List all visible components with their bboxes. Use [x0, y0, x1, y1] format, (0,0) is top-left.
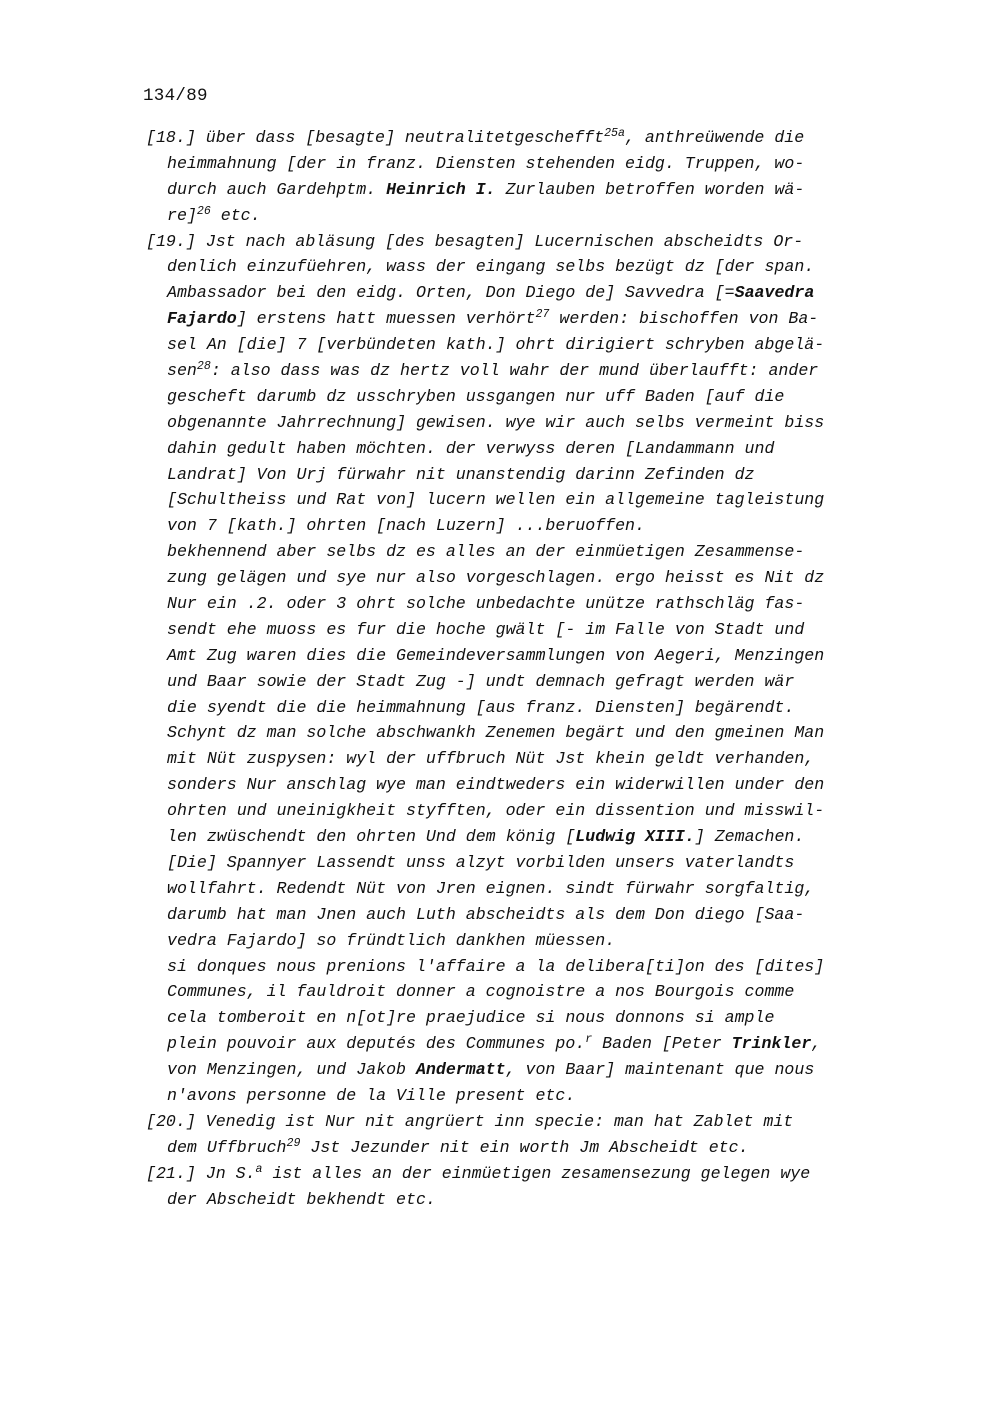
page-number: 134/89 — [143, 86, 208, 106]
text-segment: Landrat] Von Urj fürwahr nit unanstendig darinn Zefinden dz — [167, 464, 755, 484]
text-segment: dahin gedult haben möchten. der verwyss deren [Landammann und — [167, 438, 775, 458]
text-line — [146, 772, 906, 798]
text-segment: , anthreüwende die — [624, 128, 805, 147]
text-segment: Zurlauben betroffen worden wä- — [495, 179, 805, 199]
text-line — [146, 306, 906, 332]
text-line — [146, 617, 906, 643]
text-segment: Nur ein .2. oder 3 ohrt solche unbedachte unütze rathschläg fas- — [167, 594, 805, 614]
text-segment: dem Uffbruch — [167, 1137, 287, 1157]
footnote-ref: r — [585, 1033, 593, 1047]
text-line — [146, 539, 906, 565]
text-segment: vedra Fajardo] so fründtlich dankhen müessen. — [167, 930, 616, 950]
text-segment: plein pouvoir aux deputés des Communes po. — [167, 1034, 586, 1054]
footnote-ref: 27 — [535, 308, 550, 322]
text-segment: sel An [die] 7 [verbündeten kath.] ohrt dirigiert schryben abgelä- — [167, 335, 825, 355]
text-segment: [18.] über dass [besagte] neutralitetgeschefft — [146, 128, 605, 147]
text-line — [146, 954, 906, 980]
bold-name: Heinrich I. — [386, 179, 496, 199]
text-segment: ] Zemachen. — [694, 827, 805, 847]
text-line — [146, 151, 906, 177]
text-segment: darumb hat man Jnen auch Luth abscheidts als dem Don diego [Saa- — [167, 904, 805, 924]
document-body — [146, 125, 906, 1212]
bold-name: Trinkler — [731, 1034, 812, 1054]
text-segment: Schynt dz man solche abschwankh Zenemen begärt und den gmeinen Man — [167, 723, 825, 743]
text-segment: cela tomberoit en n[ot]re praejudice si nous donnons si ample — [167, 1008, 775, 1028]
text-segment: [19.] Jst nach abläsung [des besagten] Lucernischen abscheidts Or- — [146, 231, 804, 251]
text-segment: Communes, il fauldroit donner a cognoistre a nos Bourgois comme — [167, 982, 795, 1002]
text-segment: n'avons personne de la Ville present etc. — [167, 1085, 576, 1105]
text-line — [146, 1109, 906, 1135]
text-line — [146, 513, 906, 539]
text-line — [146, 410, 906, 436]
text-line — [146, 565, 906, 591]
footnote-ref: a — [255, 1162, 263, 1176]
text-segment: zung gelägen und sye nur also vorgeschlagen. ergo heisst es Nit dz — [167, 568, 825, 588]
bold-name: Andermatt — [415, 1060, 506, 1080]
text-line — [146, 902, 906, 928]
text-line — [146, 695, 906, 721]
text-line — [146, 203, 906, 229]
text-line — [146, 384, 906, 410]
text-segment: werden: bischoffen von Ba- — [549, 309, 819, 329]
text-line — [146, 1083, 906, 1109]
text-line — [146, 125, 906, 151]
text-segment: Baden [Peter — [592, 1034, 732, 1054]
text-segment: Ambassador bei den eidg. Orten, Don Diego de] Savvedra [= — [167, 283, 735, 303]
text-line — [146, 798, 906, 824]
text-segment: [Die] Spannyer Lassendt unss alzyt vorbilden unsers vaterlandts — [167, 852, 795, 872]
text-segment: Amt Zug waren dies die Gemeindeversammlungen von Aegeri, Menzingen — [167, 645, 825, 665]
text-segment: denlich einzufüehren, wass der eingang selbs bezügt dz [der span. — [167, 257, 815, 277]
text-line — [146, 487, 906, 513]
text-line — [146, 746, 906, 772]
text-segment: durch auch Gardehptm. — [167, 179, 387, 199]
text-line — [146, 824, 906, 850]
text-segment: sendt ehe muoss es fur die hoche gwält [- im Falle von Stadt und — [167, 619, 805, 639]
footnote-ref: 28 — [196, 360, 211, 374]
text-line — [146, 1187, 906, 1213]
text-segment: obgenannte Jahrrechnung] gewisen. wye wir auch selbs vermeint biss — [167, 412, 825, 432]
text-line — [146, 462, 906, 488]
text-segment: mit Nüt zuspysen: wyl der uffbruch Nüt Jst khein geldt verhanden, — [167, 749, 815, 769]
text-line — [146, 928, 906, 954]
text-line — [146, 1005, 906, 1031]
text-segment: wollfahrt. Redendt Nüt von Jren eignen. sindt fürwahr sorgfaltig, — [167, 878, 815, 898]
footnote-ref: 26 — [196, 204, 211, 218]
text-segment: heimmahnung [der in franz. Diensten stehenden eidg. Truppen, wo- — [167, 153, 805, 173]
text-segment: sonders Nur anschlag wye man eindtweders ein widerwillen under den — [167, 775, 825, 795]
text-line — [146, 280, 906, 306]
text-line — [146, 229, 906, 255]
text-segment: : also dass was dz hertz voll wahr der mund überlaufft: ander — [210, 361, 819, 381]
text-segment: von Menzingen, und Jakob — [167, 1060, 416, 1080]
bold-name: Ludwig XIII. — [575, 827, 695, 847]
text-line — [146, 850, 906, 876]
text-segment: bekhennend aber selbs dz es alles an der einmüetigen Zesammense- — [167, 542, 805, 562]
text-line — [146, 643, 906, 669]
text-segment: und Baar sowie der Stadt Zug -] undt demnach gefragt werden wär — [167, 671, 795, 691]
text-line — [146, 876, 906, 902]
text-line — [146, 436, 906, 462]
text-segment: , — [811, 1034, 822, 1054]
text-line — [146, 332, 906, 358]
bold-name: Fajardo — [167, 309, 237, 329]
text-segment: Jst Jezunder nit ein worth Jm Abscheidt etc. — [300, 1137, 749, 1157]
text-segment: die syendt die die heimmahnung [aus franz. Diensten] begärendt. — [167, 697, 795, 717]
text-segment: si donques nous prenions l'affaire a la delibera[ti]on des [dites] — [167, 956, 825, 976]
text-line — [146, 591, 906, 617]
text-segment: von 7 [kath.] ohrten [nach Luzern] ...beruoffen. — [167, 516, 645, 536]
text-line — [146, 177, 906, 203]
text-segment: gescheft darumb dz usschryben ussgangen nur uff Baden [auf die — [167, 386, 785, 406]
text-line — [146, 979, 906, 1005]
text-segment: ] erstens hatt muessen verhört — [236, 309, 536, 329]
text-line — [146, 1031, 906, 1057]
text-line — [146, 1161, 906, 1187]
footnote-ref: 29 — [286, 1136, 301, 1150]
text-segment: [Schultheiss und Rat von] lucern wellen ein allgemeine tagleistung — [167, 490, 825, 510]
text-segment: [21.] Jn S. — [146, 1163, 256, 1183]
text-line — [146, 720, 906, 746]
footnote-ref: 25a — [604, 127, 625, 141]
text-segment: sen — [167, 361, 197, 381]
text-segment: re] — [167, 205, 197, 225]
bold-name: Saavedra — [734, 283, 815, 303]
text-line — [146, 1135, 906, 1161]
text-line — [146, 358, 906, 384]
text-segment: , von Baar] maintenant que nous — [505, 1060, 815, 1080]
text-segment: ist alles an der einmüetigen zesamensezung gelegen wye — [262, 1163, 811, 1183]
text-segment: [20.] Venedig ist Nur nit angrüert inn specie: man hat Zablet mit — [146, 1111, 794, 1131]
text-segment: len zwüschendt den ohrten Und dem könig [ — [167, 827, 576, 847]
text-line — [146, 1057, 906, 1083]
text-segment: ohrten und uneinigkheit styfften, oder ein dissention und misswil- — [167, 801, 825, 821]
text-line — [146, 254, 906, 280]
text-segment: der Abscheidt bekhendt etc. — [167, 1189, 436, 1209]
text-line — [146, 669, 906, 695]
text-segment: etc. — [210, 205, 261, 225]
